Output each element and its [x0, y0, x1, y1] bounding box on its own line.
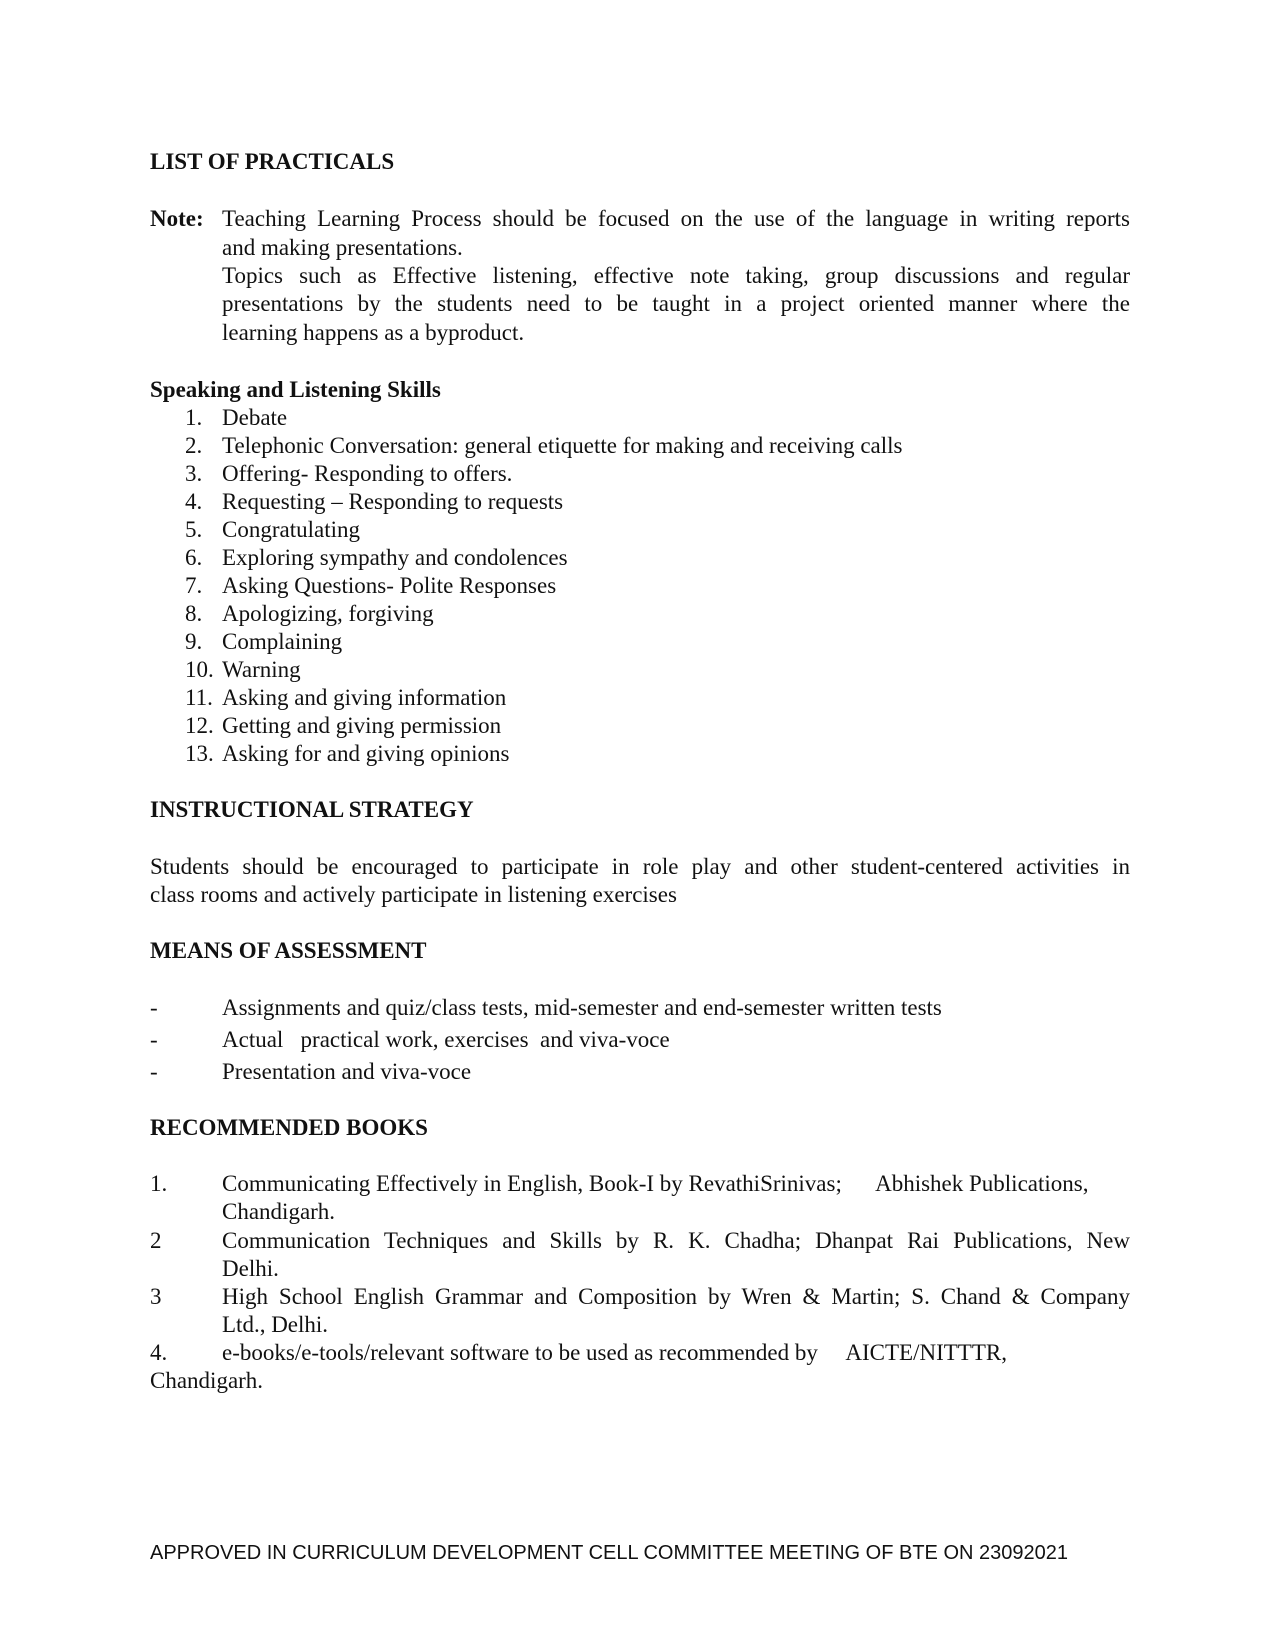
- list-item-number: 8.: [185, 601, 203, 626]
- book-line: Communicating Effectively in English, Book-I by RevathiSrinivas; Abhishek Publications,: [222, 1171, 1089, 1196]
- list-item-number: 1.: [185, 405, 203, 430]
- assessment-heading: MEANS OF ASSESSMENT: [150, 938, 427, 963]
- note-line: learning happens as a byproduct.: [222, 320, 525, 345]
- list-item-number: 2.: [185, 433, 203, 458]
- list-item: Requesting – Responding to requests: [222, 489, 564, 514]
- bullet-marker: -: [150, 1059, 158, 1084]
- list-item: Asking Questions- Polite Responses: [222, 573, 557, 598]
- books-heading: RECOMMENDED BOOKS: [150, 1115, 428, 1140]
- list-item-number: 3.: [185, 461, 203, 486]
- approval-footer: APPROVED IN CURRICULUM DEVELOPMENT CELL COMMITTEE MEETING OF BTE ON 23092021: [150, 1542, 1068, 1564]
- bullet-marker: -: [150, 1027, 158, 1052]
- note-line: Topics such as Effective listening, effective note taking, group discussions and regular: [222, 263, 1130, 288]
- book-line: Chandigarh.: [222, 1199, 336, 1224]
- strategy-heading: INSTRUCTIONAL STRATEGY: [150, 797, 474, 822]
- list-item: Exploring sympathy and condolences: [222, 545, 568, 570]
- book-line: High School English Grammar and Composition by Wren & Martin; S. Chand & Company: [222, 1284, 1130, 1309]
- practicals-heading: LIST OF PRACTICALS: [150, 149, 395, 174]
- list-item-number: 4.: [185, 489, 203, 514]
- list-item: Asking and giving information: [222, 685, 507, 710]
- book-number: 1.: [150, 1171, 168, 1196]
- book-number: 4.: [150, 1340, 168, 1365]
- list-item-number: 5.: [185, 517, 203, 542]
- assessment-item: Presentation and viva-voce: [222, 1059, 472, 1084]
- list-item: Debate: [222, 405, 288, 430]
- assessment-item: Assignments and quiz/class tests, mid-semester and end-semester written tests: [222, 995, 942, 1020]
- list-item: Complaining: [222, 629, 343, 654]
- note-line: and making presentations.: [222, 235, 463, 260]
- list-item: Asking for and giving opinions: [222, 741, 510, 766]
- list-item: Telephonic Conversation: general etiquette for making and receiving calls: [222, 433, 903, 458]
- list-item: Warning: [222, 657, 301, 682]
- list-item: Congratulating: [222, 517, 360, 542]
- strategy-line: class rooms and actively participate in listening exercises: [150, 882, 677, 907]
- list-item: Getting and giving permission: [222, 713, 502, 738]
- book-line: Chandigarh.: [150, 1368, 264, 1393]
- speaking-heading: Speaking and Listening Skills: [150, 377, 441, 402]
- strategy-line: Students should be encouraged to participate in role play and other student-centered activities in: [150, 854, 1130, 879]
- book-line: Delhi.: [222, 1256, 279, 1281]
- list-item-number: 11.: [185, 685, 213, 710]
- list-item-number: 10.: [185, 657, 214, 682]
- list-item: Apologizing, forgiving: [222, 601, 434, 626]
- note-label: Note:: [150, 206, 204, 231]
- list-item-number: 13.: [185, 741, 214, 766]
- note-line: Teaching Learning Process should be focused on the use of the language in writing reports: [222, 206, 1130, 231]
- book-number: 3: [150, 1284, 162, 1309]
- book-number: 2: [150, 1228, 162, 1253]
- list-item: Offering- Responding to offers.: [222, 461, 513, 486]
- list-item-number: 9.: [185, 629, 203, 654]
- book-line: Ltd., Delhi.: [222, 1312, 329, 1337]
- book-line: e-books/e-tools/relevant software to be used as recommended by AICTE/NITTTR,: [222, 1340, 1007, 1365]
- note-line: presentations by the students need to be taught in a project oriented manner where the: [222, 291, 1130, 316]
- list-item-number: 7.: [185, 573, 203, 598]
- list-item-number: 12.: [185, 713, 214, 738]
- list-item-number: 6.: [185, 545, 203, 570]
- book-line: Communication Techniques and Skills by R. K. Chadha; Dhanpat Rai Publications, New: [222, 1228, 1130, 1253]
- assessment-item: Actual practical work, exercises and viva-voce: [222, 1027, 670, 1052]
- bullet-marker: -: [150, 995, 158, 1020]
